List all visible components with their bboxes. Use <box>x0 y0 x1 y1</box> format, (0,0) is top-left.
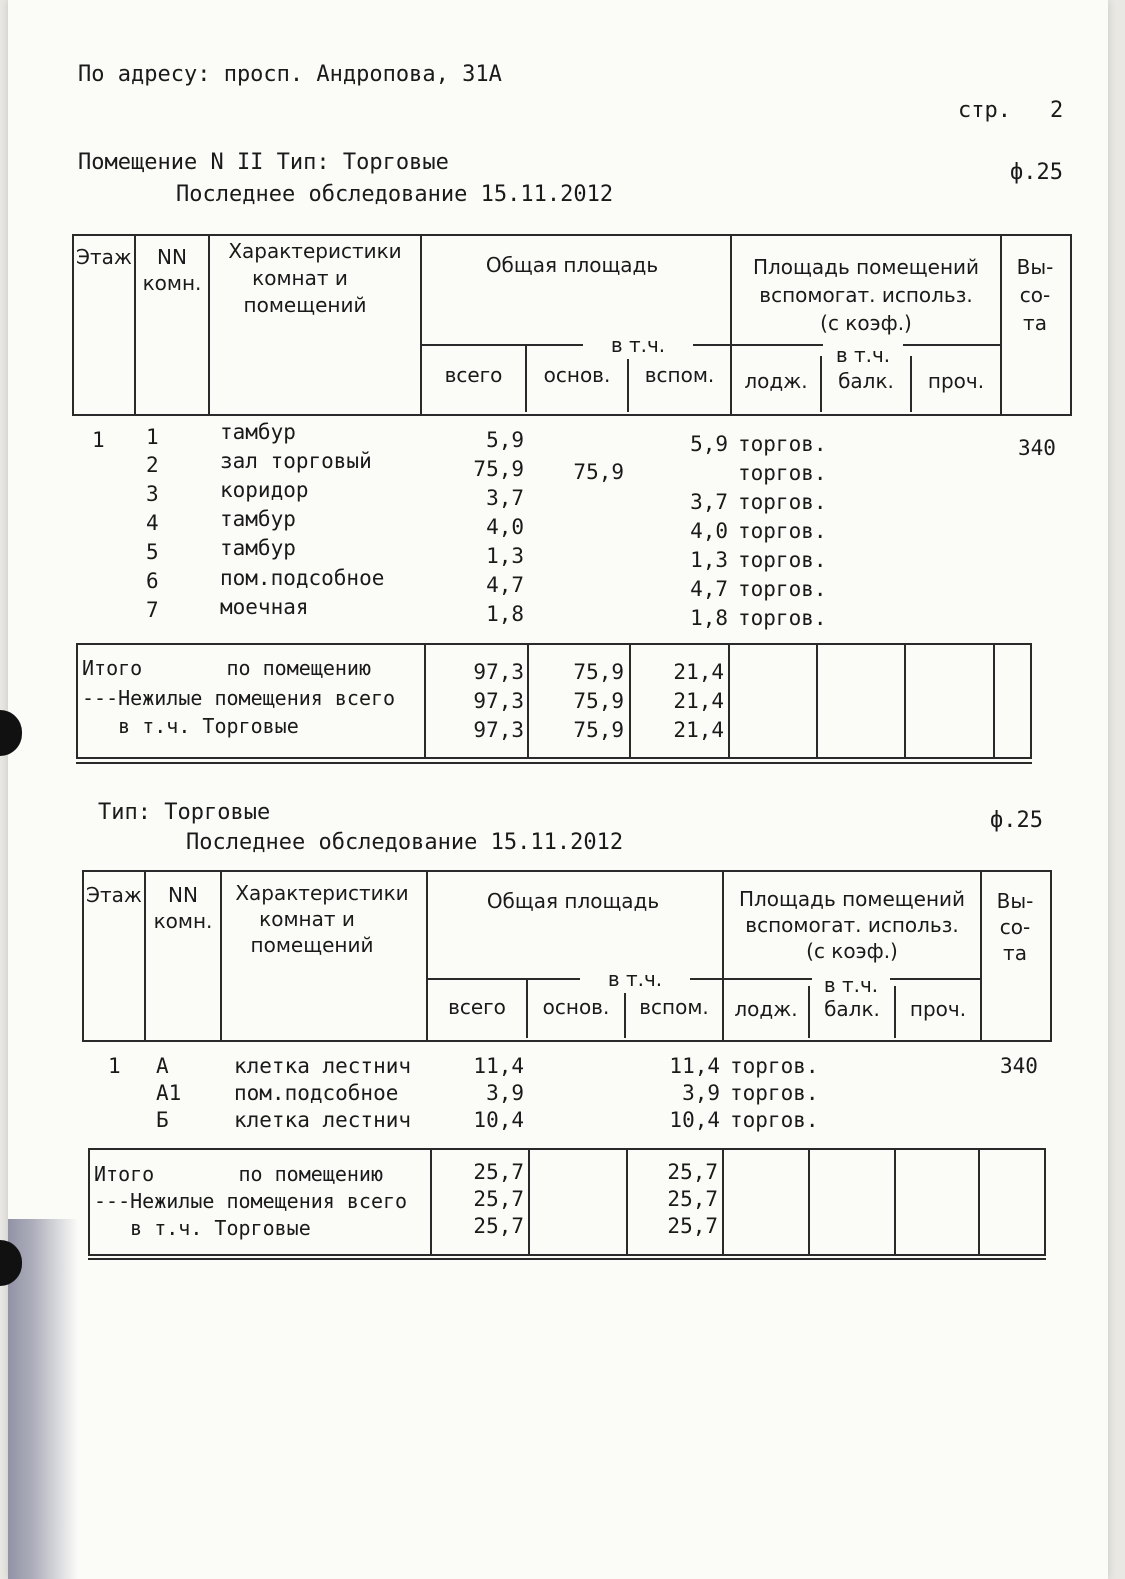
col-incl: в т.ч. <box>580 966 690 993</box>
col-char1: Характеристики <box>228 239 402 263</box>
col-balcony: балк. <box>824 997 880 1021</box>
row-aux: 10,4 <box>669 1108 720 1132</box>
page-number: 2 <box>1050 98 1064 123</box>
row-nn: Б <box>156 1108 169 1132</box>
col-main: основ. <box>543 363 611 387</box>
row-name: пом.подсобное <box>234 1081 399 1105</box>
row-aux: 3,7 <box>690 490 728 514</box>
row-name: коридор <box>220 478 309 502</box>
row-nn: А <box>156 1054 169 1078</box>
row-total: 1,3 <box>486 544 524 568</box>
totals-label: Итого по помещению <box>82 656 371 680</box>
row-nn: 3 <box>146 482 159 506</box>
col-char3: помещений <box>243 293 367 317</box>
document-page <box>8 0 1108 1579</box>
totals-label: Итого по помещению <box>94 1162 383 1186</box>
row-nn: А1 <box>156 1081 182 1105</box>
row-main: 75,9 <box>573 460 624 484</box>
row-total: 11,4 <box>473 1054 524 1078</box>
col-all: всего <box>444 363 503 387</box>
col-incl: в т.ч. <box>583 332 693 359</box>
col-aux-area1: Площадь помещений <box>738 887 966 911</box>
col-aux-area1: Площадь помещений <box>752 255 980 279</box>
col-char3: помещений <box>250 933 374 957</box>
section2-survey: Последнее обследование 15.11.2012 <box>186 830 624 855</box>
totals-aux: 25,7 <box>667 1160 718 1184</box>
col-floor: Этаж <box>76 245 132 269</box>
col-total-area: Общая площадь <box>485 253 659 277</box>
row-purpose: торгов. <box>738 548 827 572</box>
col-aux-area3: (с коэф.) <box>806 939 898 963</box>
col-aux: вспом. <box>644 363 715 387</box>
row-purpose: торгов. <box>738 461 827 485</box>
col-char2: комнат и <box>252 266 348 290</box>
address-line: По адресу: просп. Андропова, 31А <box>78 62 502 87</box>
row-aux: 4,0 <box>690 519 728 543</box>
row-nn: 2 <box>146 453 159 477</box>
section1-form: ф.25 <box>1010 160 1063 185</box>
row-nn: 5 <box>146 540 159 564</box>
col-height2: со- <box>999 915 1031 939</box>
col-aux-area2: вспомогат. использ. <box>745 913 959 937</box>
row-purpose: торгов. <box>738 490 827 514</box>
totals-total: 25,7 <box>473 1214 524 1238</box>
col-balcony: балк. <box>838 369 894 393</box>
col-aux-area2: вспомогат. использ. <box>759 283 973 307</box>
row-name: клетка лестнич <box>234 1108 412 1132</box>
col-height3: та <box>1023 311 1047 335</box>
col-height1: Вы- <box>1016 255 1054 279</box>
col-floor: Этаж <box>86 883 142 907</box>
section2-floor: 1 <box>108 1054 121 1078</box>
row-nn: 6 <box>146 569 159 593</box>
page-label: стр. <box>958 98 1011 123</box>
col-height1: Вы- <box>996 889 1034 913</box>
row-total: 4,7 <box>486 573 524 597</box>
col-main: основ. <box>542 995 610 1019</box>
row-aux: 4,7 <box>690 577 728 601</box>
section1-height: 340 <box>1018 436 1056 460</box>
row-total: 3,9 <box>486 1081 524 1105</box>
col-other: проч. <box>927 369 985 393</box>
row-name: моечная <box>220 595 309 619</box>
totals-aux: 21,4 <box>673 689 724 713</box>
col-loggia: лодж. <box>734 997 798 1021</box>
row-purpose: торгов. <box>738 577 827 601</box>
totals-label: ---Нежилые помещения всего <box>94 1189 408 1213</box>
row-name: зал торговый <box>220 449 372 473</box>
row-aux: 5,9 <box>690 432 728 456</box>
row-nn: 4 <box>146 511 159 535</box>
row-purpose: торгов. <box>738 432 827 456</box>
row-total: 4,0 <box>486 515 524 539</box>
totals-main: 75,9 <box>573 718 624 742</box>
row-purpose: торгов. <box>738 519 827 543</box>
row-total: 1,8 <box>486 602 524 626</box>
section1-floor: 1 <box>92 428 105 452</box>
row-purpose: торгов. <box>738 606 827 630</box>
col-other: проч. <box>909 997 967 1021</box>
section2-height: 340 <box>1000 1054 1038 1078</box>
row-name: тамбур <box>220 536 296 560</box>
punch-hole-top <box>0 710 22 756</box>
totals-total: 25,7 <box>473 1160 524 1184</box>
col-nn2: комн. <box>153 909 213 933</box>
col-aux-area3: (с коэф.) <box>820 311 912 335</box>
row-name: тамбур <box>220 420 296 444</box>
totals-main: 75,9 <box>573 660 624 684</box>
row-purpose: торгов. <box>730 1081 819 1105</box>
row-nn: 7 <box>146 598 159 622</box>
col-incl2: в т.ч. <box>812 972 890 999</box>
totals-total: 97,3 <box>473 660 524 684</box>
col-height3: та <box>1003 941 1027 965</box>
row-nn: 1 <box>146 425 159 449</box>
totals-aux: 21,4 <box>673 718 724 742</box>
col-incl2: в т.ч. <box>823 342 903 369</box>
row-aux: 11,4 <box>669 1054 720 1078</box>
row-name: тамбур <box>220 507 296 531</box>
totals-aux: 25,7 <box>667 1214 718 1238</box>
col-char1: Характеристики <box>235 881 409 905</box>
totals-label: в т.ч. Торговые <box>94 1216 311 1240</box>
row-purpose: торгов. <box>730 1054 819 1078</box>
totals-aux: 21,4 <box>673 660 724 684</box>
col-all: всего <box>448 995 506 1019</box>
totals-label: ---Нежилые помещения всего <box>82 686 396 710</box>
col-nn: NN <box>168 883 198 907</box>
section2-title: Тип: Торговые <box>98 800 271 825</box>
col-total-area: Общая площадь <box>486 889 660 913</box>
row-total: 3,7 <box>486 486 524 510</box>
totals-aux: 25,7 <box>667 1187 718 1211</box>
col-char2: комнат и <box>259 907 355 931</box>
section1-title: Помещение N II Тип: Торговые <box>78 150 449 175</box>
col-nn: NN <box>157 245 187 269</box>
col-nn2: комн. <box>142 271 202 295</box>
totals-label: в т.ч. Торговые <box>82 714 299 738</box>
row-aux: 3,9 <box>682 1081 720 1105</box>
row-aux: 1,8 <box>690 606 728 630</box>
row-total: 75,9 <box>473 457 524 481</box>
row-name: клетка лестнич <box>234 1054 412 1078</box>
row-total: 5,9 <box>486 428 524 452</box>
totals-total: 97,3 <box>473 689 524 713</box>
row-total: 10,4 <box>473 1108 524 1132</box>
totals-total: 97,3 <box>473 718 524 742</box>
col-aux: вспом. <box>639 995 709 1019</box>
row-aux: 1,3 <box>690 548 728 572</box>
section1-survey: Последнее обследование 15.11.2012 <box>176 182 614 207</box>
totals-main: 75,9 <box>573 689 624 713</box>
col-loggia: лодж. <box>744 369 808 393</box>
section2-form: ф.25 <box>990 808 1043 833</box>
col-height2: со- <box>1019 283 1051 307</box>
row-purpose: торгов. <box>730 1108 819 1132</box>
row-name: пом.подсобное <box>220 566 385 590</box>
totals-total: 25,7 <box>473 1187 524 1211</box>
